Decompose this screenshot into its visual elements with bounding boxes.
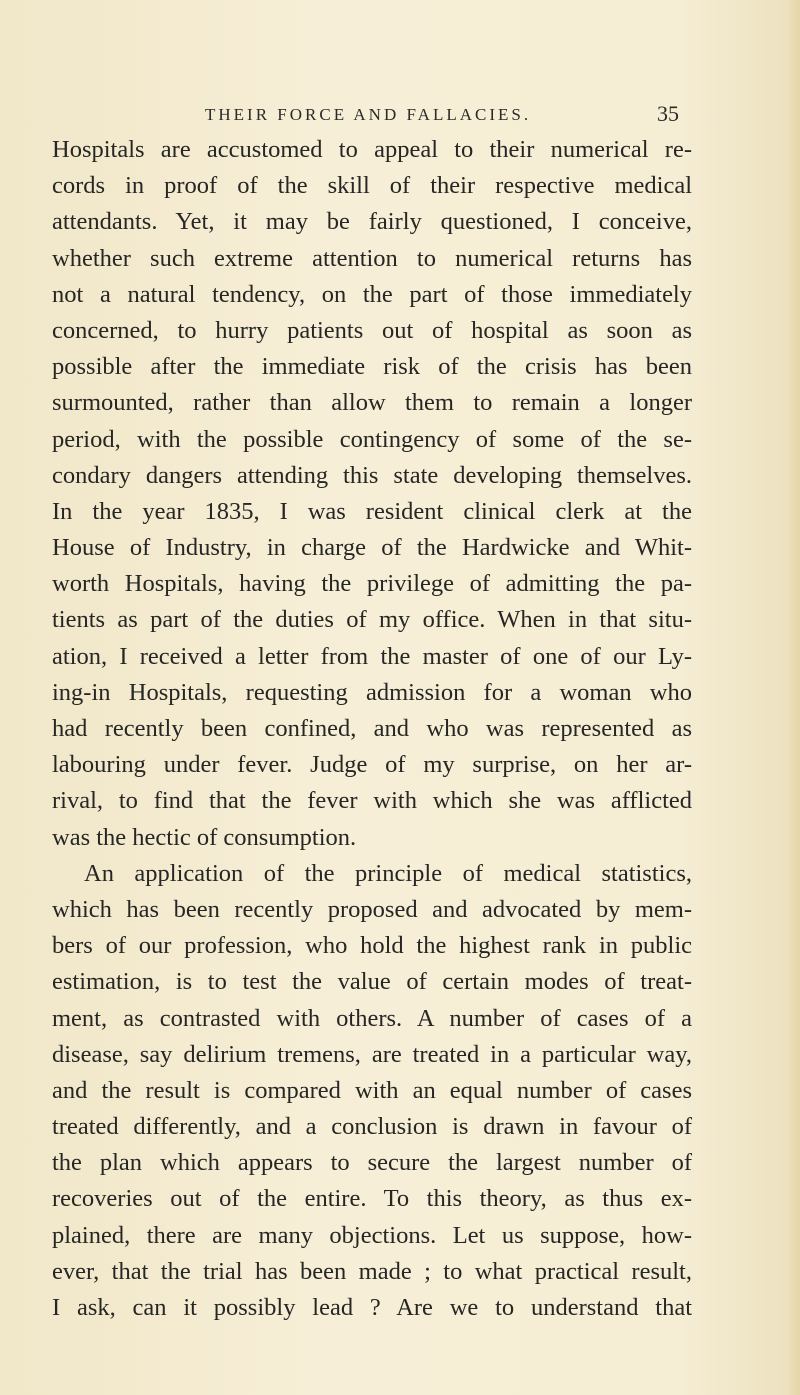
text-line: worth Hospitals, having the privilege of admitting the pa-: [52, 570, 692, 598]
text-line: ment, as contrasted with others. A number of cases of a: [52, 1004, 692, 1032]
body-text: [52, 132, 692, 1326]
text-line: labouring under fever. Judge of my surprise, on her ar-: [52, 751, 692, 779]
running-head: THEIR FORCE AND FALLACIES.: [205, 105, 532, 124]
text-line: the plan which appears to secure the largest number of: [52, 1149, 692, 1177]
text-line: ation, I received a letter from the master of one of our Ly-: [52, 642, 692, 670]
text-line: whether such extreme attention to numerical returns has: [52, 244, 692, 272]
page-number: 35: [657, 101, 679, 126]
text-line: House of Industry, in charge of the Hardwicke and Whit-: [52, 534, 692, 562]
text-line: attendants. Yet, it may be fairly questioned, I conceive,: [52, 208, 692, 236]
text-line: cords in proof of the skill of their respective medical: [52, 172, 692, 200]
text-line: not a natural tendency, on the part of those immediately: [52, 280, 692, 308]
text-line: rival, to find that the fever with which she was afflicted: [52, 787, 692, 815]
text-line: concerned, to hurry patients out of hospital as soon as: [52, 316, 692, 344]
page-edge: [786, 0, 800, 1395]
text-line: tients as part of the duties of my office. When in that situ-: [52, 606, 692, 634]
text-line: I ask, can it possibly lead ? Are we to understand that: [52, 1294, 692, 1321]
text-line: period, with the possible contingency of some of the se-: [52, 425, 692, 453]
text-line: Hospitals are accustomed to appeal to their numerical re-: [52, 136, 692, 163]
text-line: surmounted, rather than allow them to remain a longer: [52, 389, 692, 417]
text-line: recoveries out of the entire. To this theory, as thus ex-: [52, 1185, 692, 1213]
text-line: and the result is compared with an equal number of cases: [52, 1076, 692, 1104]
text-line: plained, there are many objections. Let us suppose, how-: [52, 1221, 692, 1249]
text-line: possible after the immediate risk of the crisis has been: [52, 353, 692, 381]
text-line: which has been recently proposed and advocated by mem-: [52, 895, 692, 923]
text-line: disease, say delirium tremens, are treated in a particular way,: [52, 1040, 692, 1068]
text-line: bers of our profession, who hold the highest rank in public: [52, 932, 692, 960]
text-line: An application of the principle of medical statistics,: [84, 859, 692, 887]
text-line: was the hectic of consumption.: [52, 823, 357, 851]
text-line: condary dangers attending this state developing themselves.: [52, 461, 692, 489]
page-header: [0, 103, 800, 133]
text-line: ing-in Hospitals, requesting admission for a woman who: [52, 678, 692, 706]
text-line: ever, that the trial has been made ; to what practical result,: [52, 1257, 692, 1285]
text-line: had recently been confined, and who was represented as: [52, 715, 692, 742]
text-line: treated differently, and a conclusion is drawn in favour of: [52, 1113, 692, 1141]
text-line: estimation, is to test the value of certain modes of treat-: [52, 968, 692, 996]
text-line: In the year 1835, I was resident clinical clerk at the: [52, 497, 692, 525]
